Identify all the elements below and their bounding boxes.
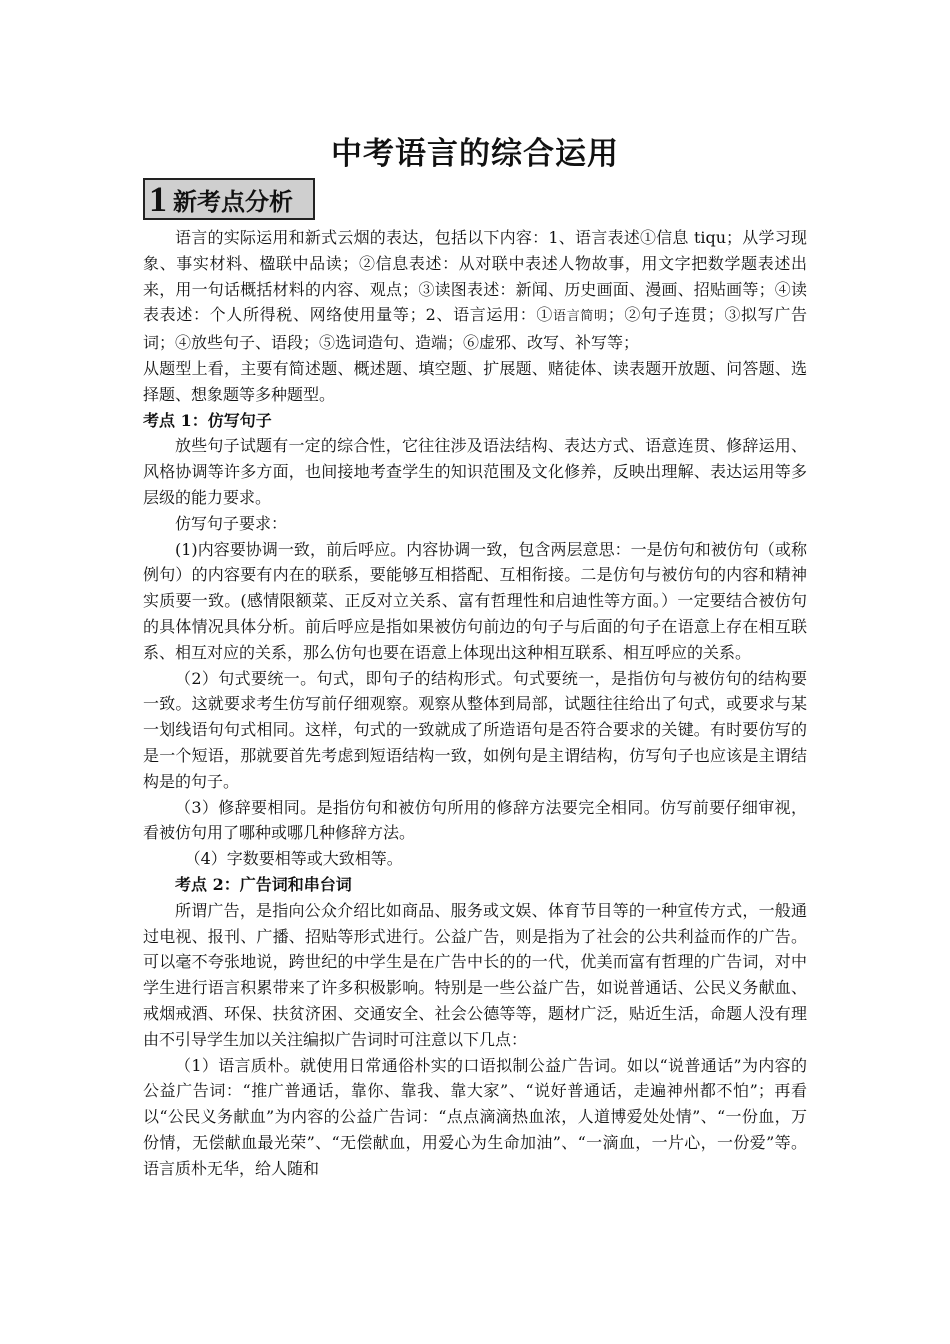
intro-paragraph [143,225,807,356]
kaodian-1-paragraph: （3）修辞要相同。是指仿句和被仿句所用的修辞方法要完全相同。仿写前要仔细审视，看被仿句用了哪种或哪几种修辞方法。 [143,797,807,843]
section-number: 1 [149,179,167,219]
kaodian-1-paragraph: 仿写句子要求： [175,513,288,533]
kaodian-1-paragraph: (1)内容要协调一致，前后呼应。内容协调一致，包含两层意思：一是仿句和被仿句（或称例句）的内容要有内在的联系，要能够互相搭配、互相衔接。二是仿句与被仿句的内容和精神实质要一致。(感情限额菜、正反对立关系、富有哲理性和启迪性等方面。）一定要结合被仿句的具体情况具体分析。前后呼应是指如果被仿句前边的句子与后面的句子在语意上存在相互联系、相互对应的关系，那么仿句也要在语意上体现出这种相互联系、相互呼应的关系。 [143,539,807,662]
kaodian-1-paragraph: （2）句式要统一。句式，即句子的结构形式。句式要统一，是指仿句与被仿句的结构要一致。这就要求考生仿写前仔细观察。观察从整体到局部，试题往往给出了句式，或要求与某一划线语句句式相同。这样，句式的一致就成了所造语句是否符合要求的关键。有时要仿写的是一个短语，那就要首先考虑到短语结构一致，如例句是主谓结构，仿写句子也应该是主谓结构是的句子。 [143,668,807,791]
kaodian-2-heading: 考点 2：广告词和串台词 [175,874,352,894]
kaodian-1-heading: 考点 1：仿写句子 [143,410,272,430]
section-title: 新考点分析 [173,186,293,216]
intro-text-b: ；②句子连贯；③拟写广告词；④放些句子、语段；⑤选词造句、造端；⑥虚邪、改写、补写等； [143,305,807,353]
kaodian-1-paragraph: （4）字数要相等或大致相等。 [184,849,403,869]
kaodian-2-paragraph: 所谓广告，是指向公众介绍比如商品、服务或文娱、体育节目等的一种宣传方式，一般通过电视、报刊、广播、招贴等形式进行。公益广告，则是指为了社会的公共利益而作的广告。可以毫不夸张地说，跨世纪的中学生是在广告中长的的一代，优美而富有哲理的广告词，对中学生进行语言积累带来了许多积极影响。特别是一些公益广告，如说普通话、公民义务献血、戒烟戒酒、环保、扶贫济困、交通安全、社会公德等等，题材广泛，贴近生活，命题人没有理由不引导学生加以关注编拟广告词时可注意以下几点： [143,900,807,1049]
intro-text-small: 语言简明 [553,309,608,325]
section-header [143,178,315,220]
document-body [143,225,807,1181]
kaodian-1-paragraph: 放些句子试题有一定的综合性，它往往涉及语法结构、表达方式、语意连贯、修辞运用、风格协调等许多方面，也间接地考查学生的知识范围及文化修养，反映出理解、表达运用等多层级的能力要求。 [143,436,807,507]
intro-text-a: 语言的实际运用和新式云烟的表达，包括以下内容：1、语言表述①信息 tiqu；从学习现象、事实材料、楹联中品读；②信息表述：从对联中表述人物故事，用文字把数学题表述出来，用一句话概括材料的内容、观点；③读图表述：新闻、历史画面、漫画、招贴画等；④读表表述：个人所得税、网络使用量等；2、语言运用：① [143,228,807,325]
kaodian-2-paragraph: （1）语言质朴。就使用日常通俗朴实的口语拟制公益广告词。如以“说普通话”为内容的公益广告词：“推广普通话，靠你、靠我、靠大家”、“说好普通话，走遍神州都不怕”；再看以“公民义务献血”为内容的公益广告词：“点点滴滴热血浓，人道博爱处处情”、“一份血，万份情，无偿献血最光荣”、“无偿献血，用爱心为生命加油”、“一滴血，一片心，一份爱”等。语言质朴无华，给人随和 [143,1055,807,1178]
intro-question-types: 从题型上看，主要有简述题、概述题、填空题、扩展题、赌徒体、读表题开放题、问答题、选择题、想象题等多种题型。 [143,358,807,404]
page-title: 中考语言的综合运用 [331,136,619,172]
